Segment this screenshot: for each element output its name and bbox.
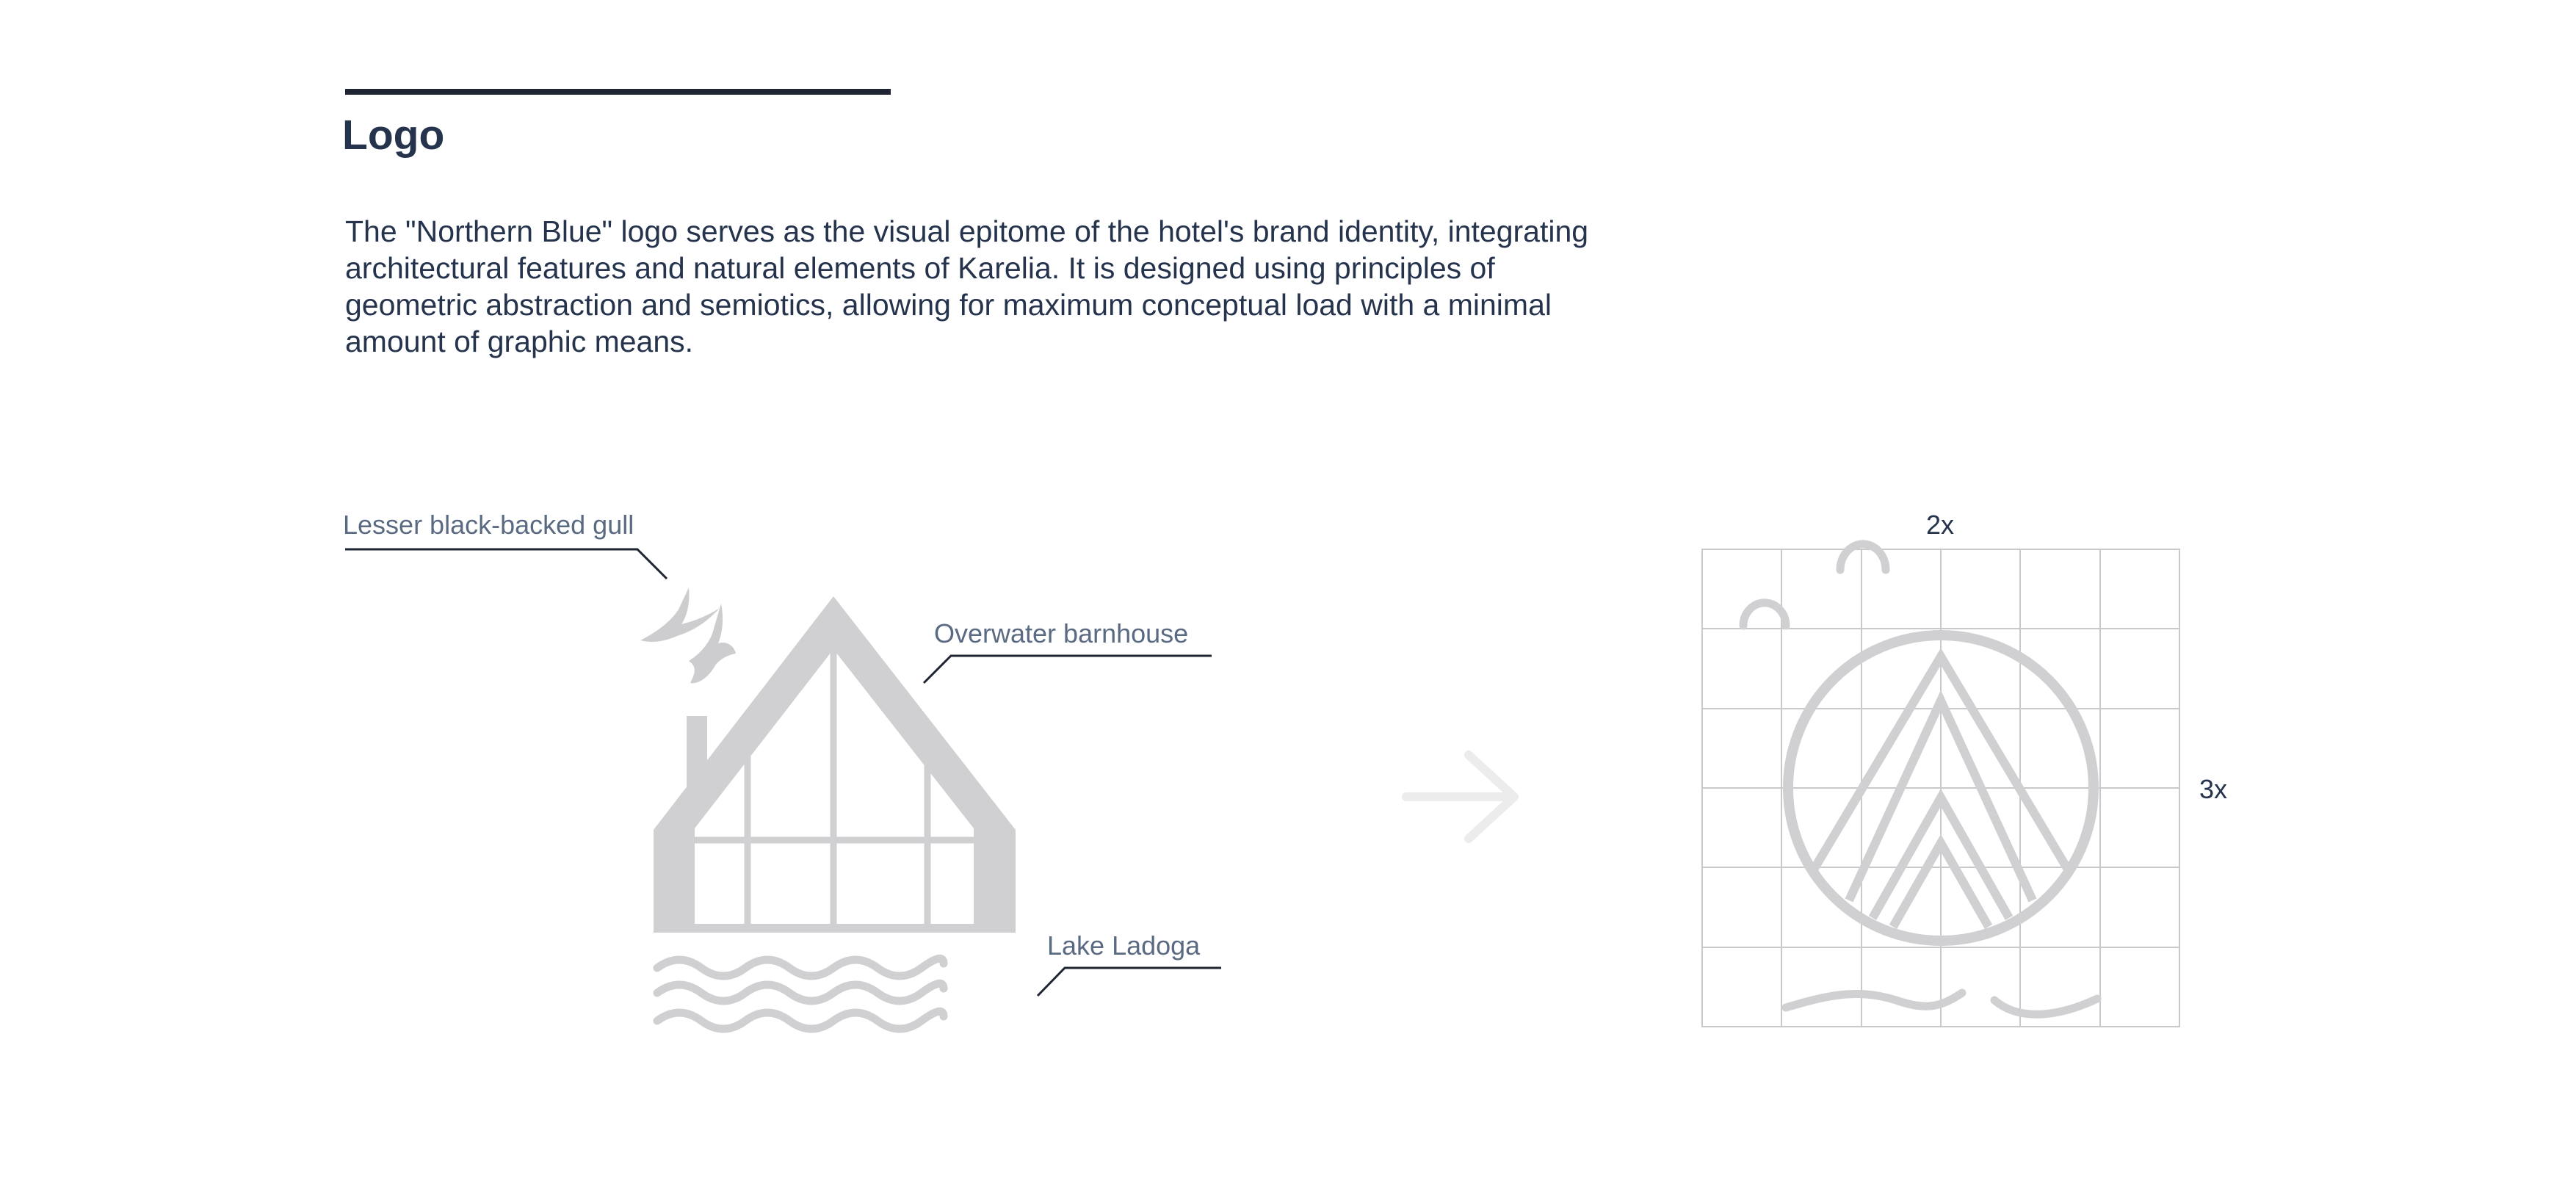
wave-stroke-icon xyxy=(1786,993,1962,1008)
emblem-logo xyxy=(1743,544,2097,1014)
callout-barnhouse-label: Overwater barnhouse xyxy=(934,618,1189,648)
wave-stroke-icon xyxy=(1994,999,2097,1014)
page-title: Logo xyxy=(342,112,445,159)
lake-leader-line xyxy=(1038,968,1221,996)
callout-gull-label: Lesser black-backed gull xyxy=(343,510,634,540)
callout-lake-label: Lake Ladoga xyxy=(1047,930,1201,961)
gull-icon xyxy=(640,587,736,683)
gull-arc-icon xyxy=(1840,544,1886,570)
lake-waves-icon xyxy=(657,958,944,1029)
barnhouse-leader-line xyxy=(924,656,1212,683)
gull-leader-line xyxy=(345,549,667,579)
arrow-right-icon xyxy=(1406,755,1514,839)
construction-grid xyxy=(1702,549,2179,1027)
gull-arc-icon xyxy=(1743,603,1786,626)
logo-description: The "Northern Blue" logo serves as the visual epitome of the hotel's brand identity, integrating architectural features and natural elements of Karelia. It is designed using principles of geometric abstraction and semiotics, allowing for maximum conceptual load with a minimal amount of graphic means. xyxy=(345,214,1589,358)
grid-height-measure: 3x xyxy=(2199,774,2228,804)
grid-width-measure: 2x xyxy=(1926,510,1955,540)
